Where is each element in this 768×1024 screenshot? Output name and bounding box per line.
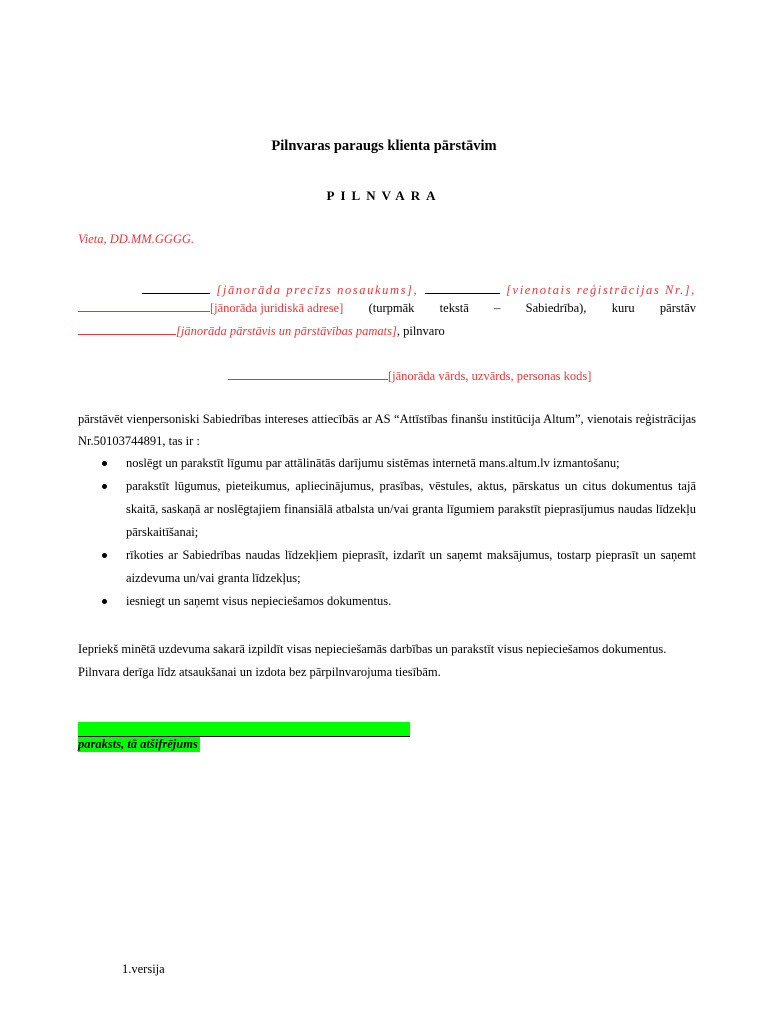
bullet-icon <box>102 484 107 489</box>
document-title: Pilnvaras paraugs klienta pārstāvim <box>271 138 497 154</box>
address-blank <box>78 300 210 312</box>
closing-paragraph-1: Iepriekš minētā uzdevuma sakarā izpildīt visas nepieciešamās darbības un parakstīt visus nepieciešamos dokumentus. <box>78 642 667 656</box>
list-item <box>78 544 696 590</box>
list-item-text: parakstīt lūgumus, pieteikumus, apliecinājumus, prasības, vēstules, aktus, pārskatus un citus dokumentus tajā skaitā, saskaņā ar noslēgtajiem finansiālā atbalsta un/vai granta līgumiem parakstīt pieprasījumus naudas līdzekļu pārskaitīšanai; <box>126 479 696 539</box>
closing-paragraph-2: Pilnvara derīga līdz atsaukšanai un izdota bez pārpilnvarojuma tiesībām. <box>78 665 441 679</box>
address-word: (turpmāk <box>368 301 415 315</box>
bullet-icon <box>102 553 107 558</box>
address-word: kuru <box>611 301 635 315</box>
address-word: – <box>494 301 501 315</box>
bullet-icon <box>102 599 107 604</box>
signature-line <box>78 722 410 737</box>
list-item <box>78 452 696 475</box>
authorized-person-line <box>228 368 591 384</box>
place-date-placeholder: Vieta, DD.MM.GGGG. <box>78 232 195 246</box>
authority-list <box>78 452 696 613</box>
list-item <box>78 590 696 613</box>
company-name-blank <box>142 282 210 294</box>
list-item <box>78 475 696 544</box>
address-word: Sabiedrība), <box>525 301 587 315</box>
address-line <box>78 300 696 316</box>
reg-number-hint: [vienotais reģistrācijas Nr.], <box>506 283 696 297</box>
list-item-text: iesniegt un saņemt visus nepieciešamos dokumentus. <box>126 594 392 608</box>
authorized-person-blank <box>228 368 388 380</box>
representative-hint: [jānorāda pārstāvis un pārstāvības pamats] <box>176 324 397 338</box>
document-subtitle: PILNVARA <box>326 188 442 203</box>
signature-label: paraksts, tā atšifrējums <box>78 737 198 751</box>
address-group <box>78 300 343 316</box>
list-item-text: rīkoties ar Sabiedrības naudas līdzekļiem pieprasīt, izdarīt un saņemt maksājumus, tostarp pieprasīt un saņemt aizdevuma un/vai granta līdzekļus; <box>126 548 696 585</box>
bullet-icon <box>102 461 107 466</box>
address-hint: [jānorāda juridiskā adrese] <box>210 301 344 315</box>
representative-blank <box>78 323 176 335</box>
list-item-text: noslēgt un parakstīt līgumu par attālinātās darījumu sistēmas internetā mans.altum.lv izmantošanu; <box>126 456 620 470</box>
representative-tail: , pilnvaro <box>396 324 445 338</box>
company-name-hint: [jānorāda precīzs nosaukums], <box>216 283 419 297</box>
representative-line <box>78 323 445 339</box>
company-name-line <box>142 282 696 298</box>
intro-paragraph: pārstāvēt vienpersoniski Sabiedrības intereses attiecībās ar AS “Attīstības finanšu institūcija Altum”, vienotais reģistrācijas Nr.50103744891, tas ir : <box>78 412 696 448</box>
version-footer: 1.versija <box>122 962 165 976</box>
address-word: tekstā <box>439 301 469 315</box>
address-word: pārstāv <box>659 301 696 315</box>
reg-number-blank <box>425 282 500 294</box>
authorized-person-hint: [jānorāda vārds, uzvārds, personas kods] <box>388 369 592 383</box>
